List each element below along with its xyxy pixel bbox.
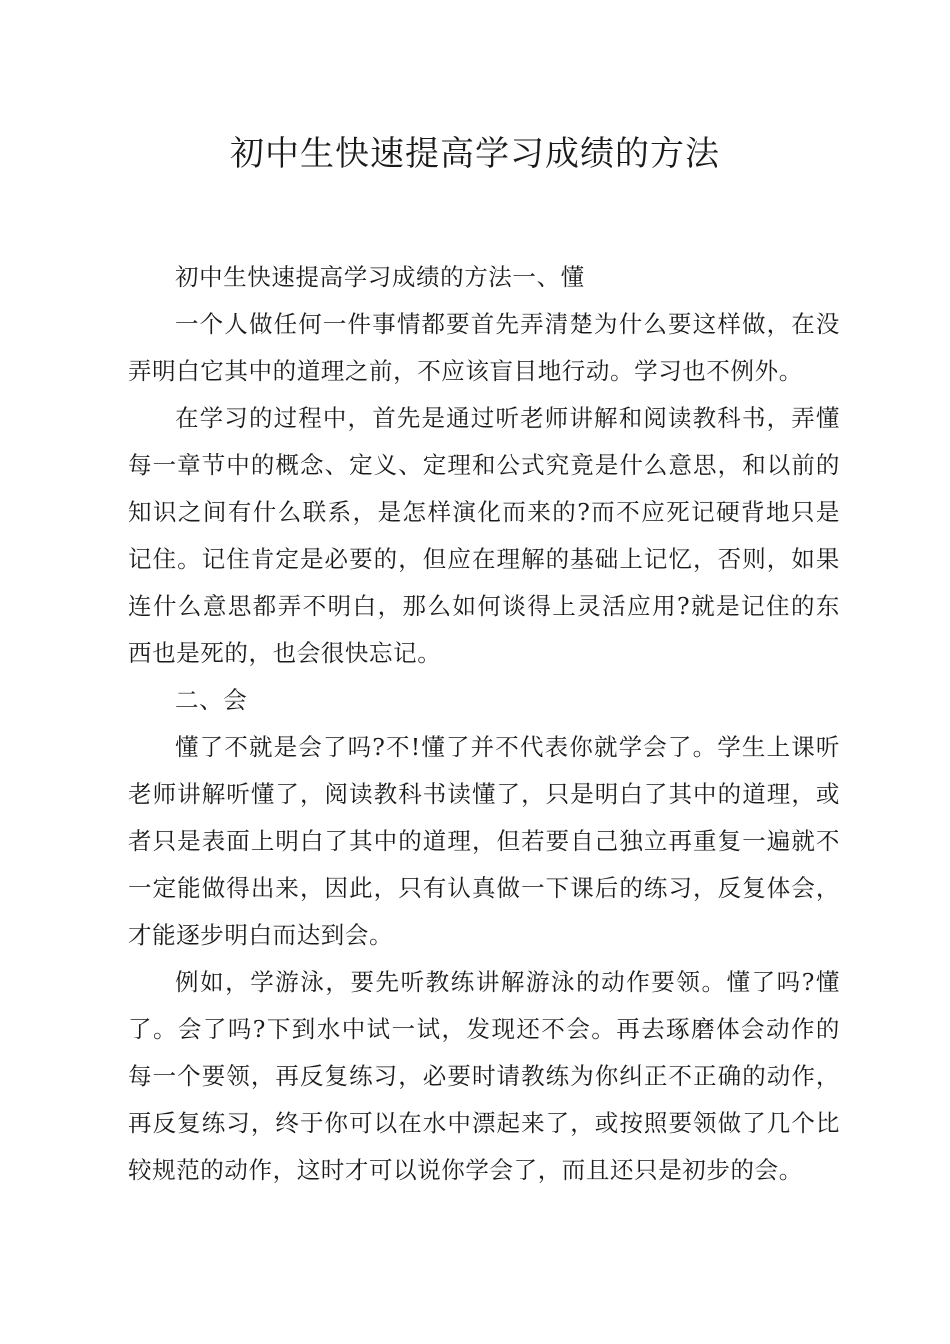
- document-title: 初中生快速提高学习成绩的方法: [230, 134, 720, 174]
- document-body: [128, 254, 840, 1194]
- paragraph-section-two-heading: 二、会: [175, 686, 248, 714]
- paragraph-understand-detail: 在学习的过程中，首先是通过听老师讲解和阅读教科书，弄懂每一章节中的概念、定义、定理和公式究竟是什么意思，和以前的知识之间有什么联系，是怎样演化而来的?而不应死记硬背地只是记住。记住肯定是必要的，但应在理解的基础上记忆，否则，如果连什么意思都弄不明白，那么如何谈得上灵活应用?就是记住的东西也是死的，也会很快忘记。: [128, 404, 840, 667]
- paragraph-section-one-heading: 初中生快速提高学习成绩的方法一、懂: [175, 263, 585, 291]
- paragraph-swimming-example: 例如，学游泳，要先听教练讲解游泳的动作要领。懂了吗?懂了。会了吗?下到水中试一试，发现还不会。再去琢磨体会动作的每一个要领，再反复练习，必要时请教练为你纠正不正确的动作，再反复练习，终于你可以在水中漂起来了，或按照要领做了几个比较规范的动作，这时才可以说你学会了，而且还只是初步的会。: [128, 968, 840, 1184]
- paragraph-understand-intro: 一个人做任何一件事情都要首先弄清楚为什么要这样做，在没弄明白它其中的道理之前，不应该盲目地行动。学习也不例外。: [128, 310, 840, 385]
- paragraph-able-intro: 懂了不就是会了吗?不!懂了并不代表你就学会了。学生上课听老师讲解听懂了，阅读教科书读懂了，只是明白了其中的道理，或者只是表面上明白了其中的道理，但若要自己独立再重复一遍就不一定能做得出来，因此，只有认真做一下课后的练习，反复体会，才能逐步明白而达到会。: [128, 733, 840, 949]
